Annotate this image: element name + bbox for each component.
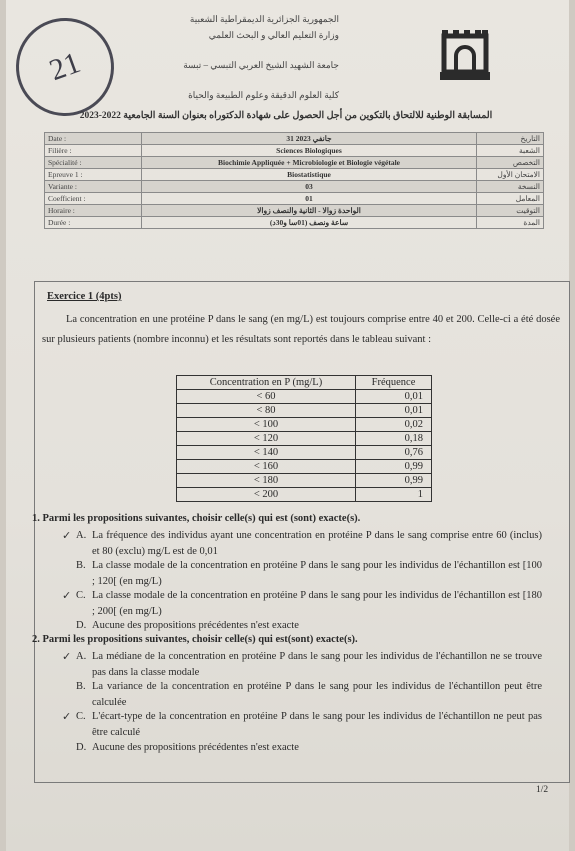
column-header-frequency: Fréquence xyxy=(355,376,431,390)
option-letter: A. xyxy=(76,530,87,541)
header-line-2: وزارة التعليم العالي و البحث العلمي xyxy=(208,30,339,40)
exercise-intro: La concentration en une protéine P dans le sang (en mg/L) est toujours comprise entre 40 et 200. Celle-ci a été dosée sur plusieurs patients (nombre inconnu) et les résultats sont reportés dans le tableau suivant : xyxy=(42,314,560,345)
concentration-cell: < 60 xyxy=(177,390,356,404)
info-label: Horaire : xyxy=(45,205,142,217)
table-row xyxy=(177,460,432,474)
info-row xyxy=(45,193,544,205)
university-logo-icon xyxy=(436,22,494,84)
table-row xyxy=(177,418,432,432)
checkmark-icon xyxy=(62,618,76,634)
exam-paper xyxy=(6,0,569,851)
checkmark-icon xyxy=(62,740,76,756)
info-label: Date : xyxy=(45,133,142,145)
option-text: La médiane de la concentration en protéine P dans le sang pour les individus de l'échantillon ne se trouve pas dans la classe modale xyxy=(92,651,542,678)
frequency-cell: 0,99 xyxy=(355,460,431,474)
concentration-cell: < 160 xyxy=(177,460,356,474)
answer-option xyxy=(62,618,542,634)
info-row xyxy=(45,169,544,181)
frequency-cell: 0,01 xyxy=(355,390,431,404)
table-row xyxy=(177,474,432,488)
info-ar: الشعبة xyxy=(477,145,544,157)
info-label: Spécialité : xyxy=(45,157,142,169)
exam-header xyxy=(6,0,569,130)
info-value: Biochimie Appliquée + Microbiologie et Biologie végétale xyxy=(142,157,477,169)
info-ar: التوقيت xyxy=(477,205,544,217)
concentration-cell: < 140 xyxy=(177,446,356,460)
table-row xyxy=(177,390,432,404)
table-row xyxy=(177,488,432,502)
option-letter: D. xyxy=(76,620,87,631)
info-ar: المدة xyxy=(477,217,544,229)
info-label: Coefficient : xyxy=(45,193,142,205)
option-letter: B. xyxy=(76,681,86,692)
concentration-cell: < 80 xyxy=(177,404,356,418)
option-letter: B. xyxy=(76,560,86,571)
checkmark-icon: ✓ xyxy=(62,650,72,663)
checkmark-icon: ✓ xyxy=(62,589,72,602)
checkmark-icon: ✓ xyxy=(62,529,72,542)
info-row xyxy=(45,133,544,145)
option-text: L'écart-type de la concentration en protéine P dans le sang pour les individus de l'échantillon ne peut pas être calculé xyxy=(92,711,542,738)
frequency-cell: 0,99 xyxy=(355,474,431,488)
page-number: 1/2 xyxy=(536,785,549,795)
answer-option xyxy=(62,679,542,711)
info-ar: التخصص xyxy=(477,157,544,169)
info-label: Variante : xyxy=(45,181,142,193)
answer-option xyxy=(62,528,542,560)
answer-option xyxy=(62,709,542,741)
option-text: Aucune des propositions précédentes n'est exacte xyxy=(92,742,299,753)
info-value: 03 xyxy=(142,181,477,193)
option-text: La classe modale de la concentration en protéine P dans le sang pour les individus de l'échantillon est [100 ; 120[ (en mg/L) xyxy=(92,560,542,587)
frequency-table xyxy=(176,375,432,502)
exercise-title: Exercice 1 (4pts) xyxy=(47,291,122,302)
frequency-cell: 0,02 xyxy=(355,418,431,432)
frequency-cell: 0,76 xyxy=(355,446,431,460)
option-text: La classe modale de la concentration en protéine P dans le sang pour les individus de l'échantillon est [180 ; 200[ (en mg/L) xyxy=(92,590,542,617)
checkmark-icon xyxy=(62,558,76,590)
option-letter: C. xyxy=(76,711,86,722)
info-row xyxy=(45,217,544,229)
question-2-title: 2. Parmi les propositions suivantes, choisir celle(s) qui est(sont) exacte(s). xyxy=(32,634,358,645)
concentration-cell: < 180 xyxy=(177,474,356,488)
column-header-concentration: Concentration en P (mg/L) xyxy=(177,376,356,390)
info-ar: النسخة xyxy=(477,181,544,193)
info-label: Filière : xyxy=(45,145,142,157)
option-text: Aucune des propositions précédentes n'est exacte xyxy=(92,620,299,631)
info-value: ساعة ونصف (01سا و30د) xyxy=(142,217,477,229)
question-1-title: 1. Parmi les propositions suivantes, choisir celle(s) qui est (sont) exacte(s). xyxy=(32,513,361,524)
info-value: Sciences Biologiques xyxy=(142,145,477,157)
option-text: La fréquence des individus ayant une concentration en protéine P dans le sang comprise entre 60 (inclus) et 80 (exclu) mg/L est de 0,01 xyxy=(92,530,542,557)
frequency-cell: 0,01 xyxy=(355,404,431,418)
table-row xyxy=(177,404,432,418)
header-line-4: كلية العلوم الدقيقة وعلوم الطبيعة والحياة xyxy=(188,90,339,100)
answer-option xyxy=(62,740,542,756)
info-row xyxy=(45,157,544,169)
answer-option xyxy=(62,558,542,590)
info-ar: التاريخ xyxy=(477,133,544,145)
option-letter: A. xyxy=(76,651,87,662)
concentration-cell: < 200 xyxy=(177,488,356,502)
info-label: Epreuve 1 : xyxy=(45,169,142,181)
checkmark-icon: ✓ xyxy=(62,710,72,723)
option-letter: D. xyxy=(76,742,87,753)
info-value: Biostatistique xyxy=(142,169,477,181)
answer-option xyxy=(62,649,542,681)
contest-title: المسابقة الوطنية للالتحاق بالتكوين من أجل الحصول على شهادة الدكتوراه بعنوان السنة الجامعية 2022-2023 xyxy=(79,111,493,121)
concentration-cell: < 120 xyxy=(177,432,356,446)
option-text: La variance de la concentration en protéine P dans le sang pour les individus de l'échantillon peut être calculée xyxy=(92,681,542,708)
info-row xyxy=(45,145,544,157)
info-value: الواحدة زوالا - الثانية والنصف زوالا xyxy=(142,205,477,217)
info-row xyxy=(45,181,544,193)
header-line-1: الجمهورية الجزائرية الديمقراطية الشعبية xyxy=(189,14,339,24)
stamp-number: 21 xyxy=(45,45,85,88)
info-row xyxy=(45,205,544,217)
frequency-table-header xyxy=(177,376,432,390)
info-value: 31 جانفي 2023 xyxy=(142,133,477,145)
option-letter: C. xyxy=(76,590,86,601)
info-ar: المعامل xyxy=(477,193,544,205)
frequency-cell: 1 xyxy=(355,488,431,502)
info-ar: الامتحان الأول xyxy=(477,169,544,181)
table-row xyxy=(177,446,432,460)
answer-option xyxy=(62,588,542,620)
checkmark-icon xyxy=(62,679,76,711)
info-value: 01 xyxy=(142,193,477,205)
info-label: Durée : xyxy=(45,217,142,229)
header-line-3: جامعة الشهيد الشيخ العربي التبسي – تبسة xyxy=(183,60,339,70)
exam-info-table xyxy=(44,132,544,229)
concentration-cell: < 100 xyxy=(177,418,356,432)
frequency-cell: 0,18 xyxy=(355,432,431,446)
table-row xyxy=(177,432,432,446)
